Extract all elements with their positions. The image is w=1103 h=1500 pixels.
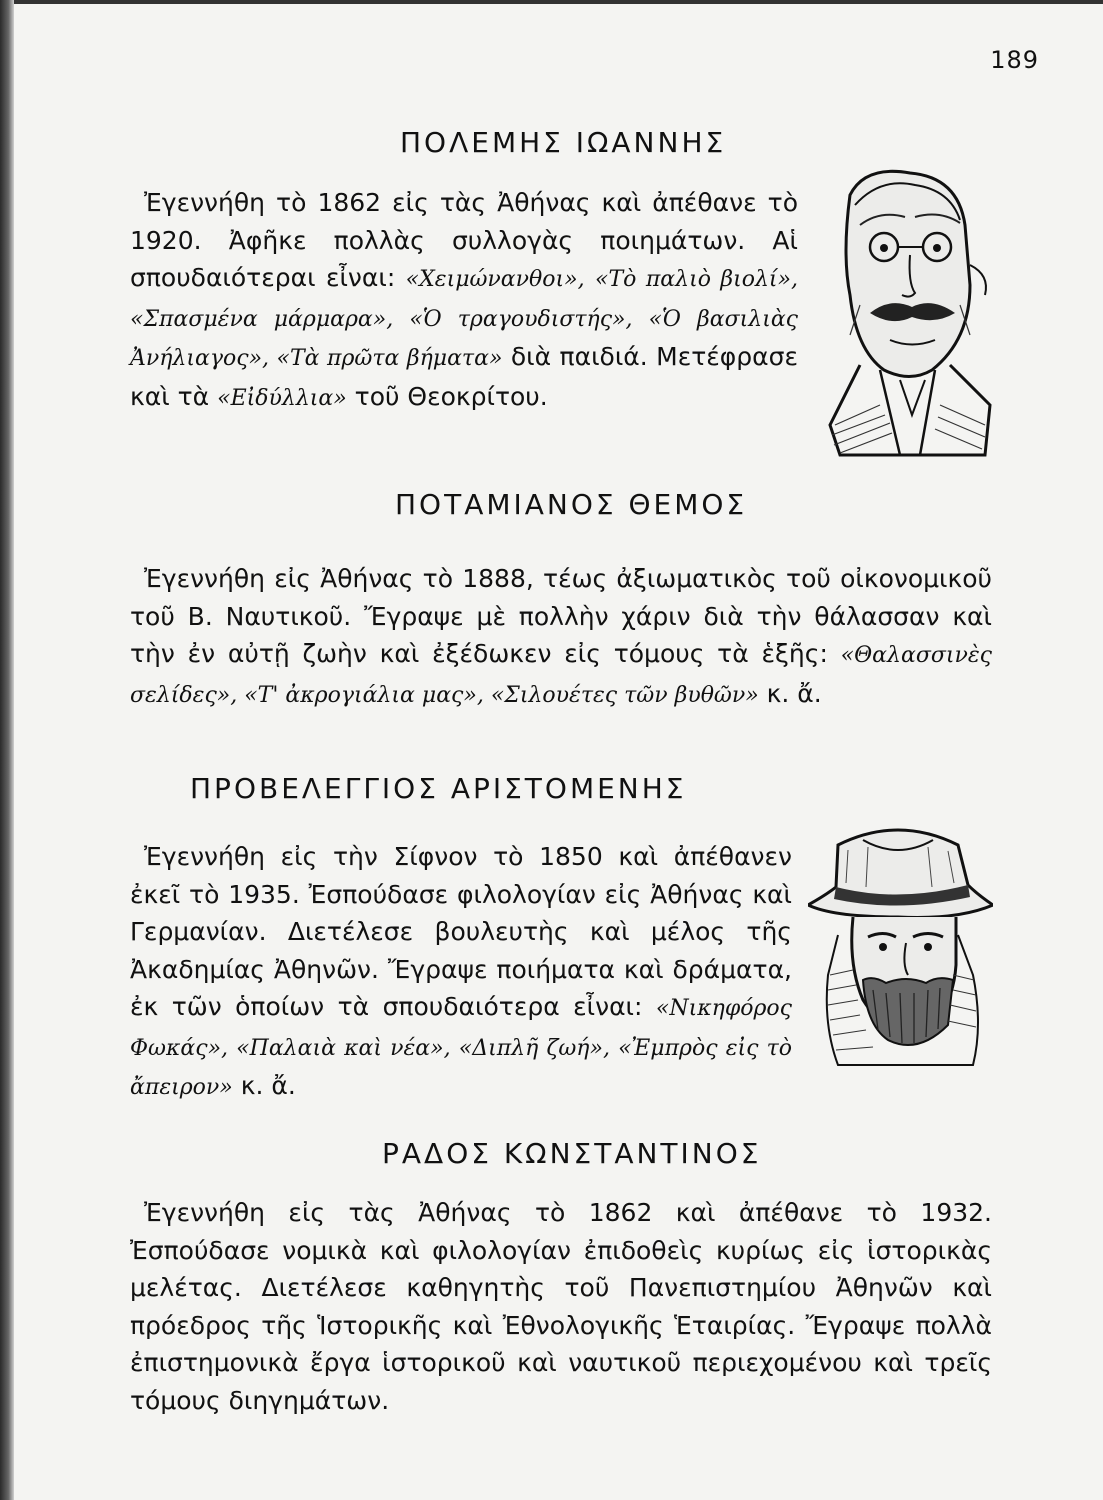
entry-body: κ. ἄ. <box>758 678 822 708</box>
page-top-edge <box>0 0 1103 4</box>
entry-body: κ. ἄ. <box>232 1071 296 1100</box>
entry-title-potamianos: ΠΟΤΑΜΙΑΝΟΣ ΘΕΜΟΣ <box>395 488 748 521</box>
entry-body: Ἐγεννήθη τὸ 1862 εἰς τὰς Ἀθήνας καὶ ἀπέθανε τὸ 1920. Ἀφῆκε πολλὰς συλλογὰς ποιημάτων. Αἱ σπουδαιότεραι εἶναι: <box>130 188 798 292</box>
portrait-provelengios <box>808 825 993 1075</box>
works-title: «Θαλασσινὲς σελίδες», «Τ' ἀκρογιάλια μας», «Σιλουέτες τῶν βυθῶν» <box>130 643 992 708</box>
entry-body: διὰ παιδιά. Μετέφρασε καὶ τὰ <box>130 342 798 411</box>
entry-title-rados: ΡΑΔΟΣ ΚΩΝΣΤΑΝΤΙΝΟΣ <box>382 1137 762 1170</box>
page-number: 189 <box>990 46 1039 74</box>
entry-body: Ἐγεννήθη εἰς τὰς Ἀθήνας τὸ 1862 καὶ ἀπέθανε τὸ 1932. Ἐσπούδασε νομικὰ καὶ φιλολογίαν ἐπιδοθεὶς κυρίως εἰς ἱστορικὰς μελέτας. Διετέλεσε καθηγητὴς τοῦ Πανεπιστημίου Ἀθηνῶν καὶ πρόεδρος τῆς Ἱστορικῆς καὶ Ἐθνολογικῆς Ἑταιρίας. Ἔγραψε πολλὰ ἐπιστημονικὰ ἔργα ἱστορικοῦ καὶ ναυτικοῦ περιεχομένου καὶ τρεῖς τόμους διηγημάτων. <box>130 1198 992 1415</box>
works-title: «Νικηφόρος Φωκάς», «Παλαιὰ καὶ νέα», «Διπλῆ ζωή», «Ἐμπρὸς εἰς τὸ ἄπειρον» <box>130 996 792 1100</box>
entry-title-provelengios: ΠΡΟΒΕΛΕΓΓΙΟΣ ΑΡΙΣΤΟΜΕΝΗΣ <box>190 772 687 805</box>
entry-text-rados <box>130 1194 992 1419</box>
works-title: «Τὸ παλιὸ βιολί», «Σπασμένα μάρμαρα», «Ὁ τραγουδιστής», «Ὁ βασιλιὰς Ἀνήλιαγος», «Τὰ πρῶτα βήματα» <box>130 267 798 371</box>
entry-body: Ἐγεννήθη εἰς τὴν Σίφνον τὸ 1850 καὶ ἀπέθανεν ἐκεῖ τὸ 1935. Ἐσπούδασε φιλολογίαν εἰς Ἀθήνας καὶ Γερμανίαν. Διετέλεσε βουλευτὴς καὶ μέλος τῆς Ἀκαδημίας Ἀθηνῶν. Ἔγραψε ποιήματα καὶ δράματα, ἐκ τῶν ὁποίων τὰ σπουδαιότερα εἶναι: <box>130 842 792 1021</box>
entry-body: τοῦ Θεοκρίτου. <box>346 381 548 411</box>
entry-text-provelengios <box>130 838 792 1107</box>
entry-text-potamianos <box>130 560 992 714</box>
book-binding-edge <box>0 0 14 1500</box>
works-title: «Χειμώνανθοι», <box>405 267 585 292</box>
works-title: «Εἰδύλλια» <box>217 385 347 411</box>
entry-text-polemis <box>130 184 798 417</box>
entry-title-polemis: ΠΟΛΕΜΗΣ ΙΩΑΝΝΗΣ <box>400 126 727 159</box>
entry-body: Ἐγεννήθη εἰς Ἀθήνας τὸ 1888, τέως ἀξιωματικὸς τοῦ οἰκονομικοῦ τοῦ Β. Ναυτικοῦ. Ἔγραψε μὲ πολλὴν χάριν διὰ τὴν θάλασσαν καὶ τὴν ἐν αὐτῇ ζωὴν καὶ ἐξέδωκεν εἰς τόμους τὰ ἑξῆς: <box>130 564 992 668</box>
portrait-polemis <box>820 165 995 460</box>
